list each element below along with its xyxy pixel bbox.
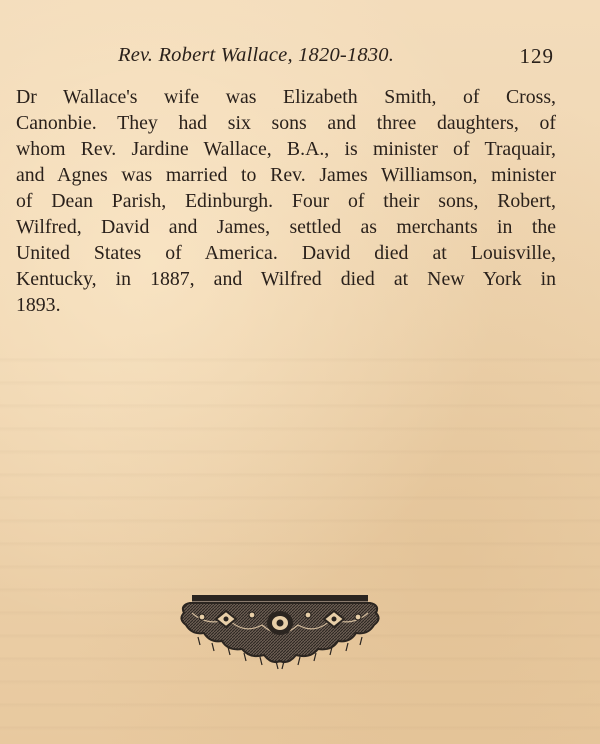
text-line: Wilfred, David and James, settled as merchants in the	[16, 216, 556, 238]
text-line: Dr Wallace's wife was Elizabeth Smith, of Cross,	[16, 86, 556, 108]
text-line: Canonbie. They had six sons and three daughters, of	[16, 112, 556, 134]
running-title: Rev. Robert Wallace, 1820-1830.	[118, 44, 395, 66]
lace-tailpiece-ornament-icon	[178, 593, 382, 671]
text-line: of Dean Parish, Edinburgh. Four of their sons, Robert,	[16, 190, 556, 212]
text-line: and Agnes was married to Rev. James Williamson, minister	[16, 164, 556, 186]
body-paragraph	[16, 84, 556, 318]
text-line: United States of America. David died at Louisville,	[16, 242, 556, 264]
page-number: 129	[519, 44, 554, 68]
show-through-texture	[0, 340, 600, 744]
text-line: whom Rev. Jardine Wallace, B.A., is minister of Traquair,	[16, 138, 556, 160]
text-line: Kentucky, in 1887, and Wilfred died at New York in	[16, 268, 556, 290]
running-head	[0, 44, 600, 74]
text-line: 1893.	[16, 294, 61, 316]
